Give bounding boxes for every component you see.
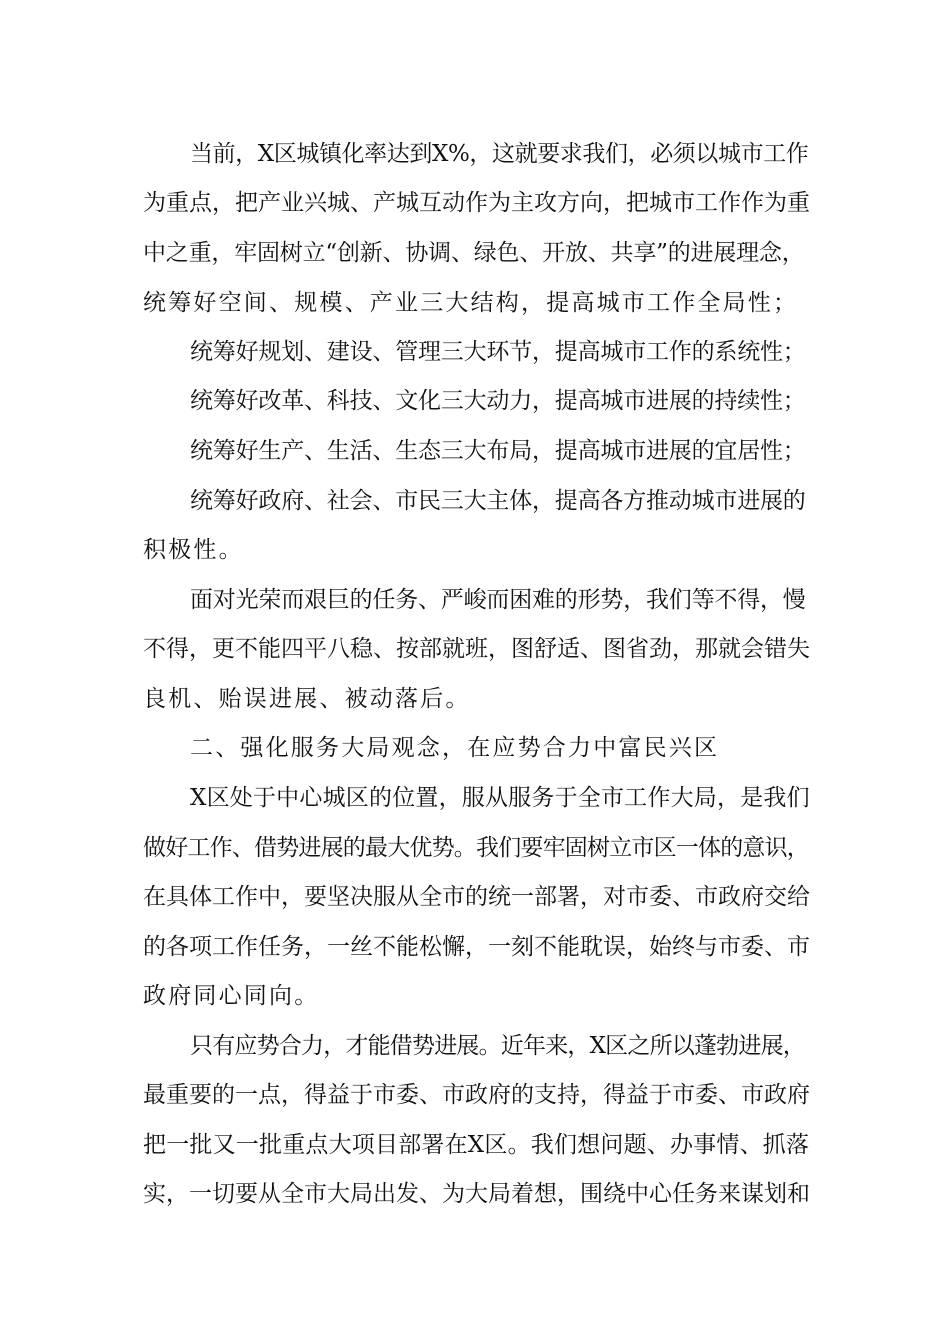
text-line: 最重要的一点，得益于市委、市政府的支持，得益于市委、市政府	[143, 1082, 810, 1108]
text-line: 把一批又一批重点大项目部署在X区。我们想问题、办事情、抓落	[143, 1132, 810, 1158]
text-line: 在具体工作中，要坚决服从全市的统一部署，对市委、市政府交给	[143, 884, 810, 910]
text-line: 统筹好政府、社会、市民三大主体，提高各方推动城市进展的	[190, 488, 806, 514]
text-line: 积极性。	[143, 537, 244, 563]
text-line: 统筹好改革、科技、文化三大动力，提高城市进展的持续性；	[190, 388, 806, 414]
section-heading: 二、强化服务大局观念，在应势合力中富民兴区	[190, 735, 720, 761]
text-line: 只有应势合力，才能借势进展。近年来，X区之所以蓬勃进展，	[190, 1033, 805, 1059]
text-line: 统筹好空间、规模、产业三大结构，提高城市工作全局性；	[143, 290, 799, 316]
text-line: 的各项工作任务，一丝不能松懈，一刻不能耽误，始终与市委、市	[143, 934, 810, 960]
text-line: 统筹好生产、生活、生态三大布局，提高城市进展的宜居性；	[190, 438, 806, 464]
text-line: 不得，更不能四平八稳、按部就班，图舒适、图省劲，那就会错失	[143, 636, 810, 662]
text-line: 面对光荣而艰巨的任务、严峻而困难的形势，我们等不得，慢	[190, 587, 806, 613]
text-line: 中之重，牢固树立“创新、协调、绿色、开放、共享”的进展理念，	[143, 240, 805, 266]
text-line: X区处于中心城区的位置，服从服务于全市工作大局，是我们	[190, 785, 810, 811]
text-line: 做好工作、借势进展的最大优势。我们要牢固树立市区一体的意识，	[143, 835, 810, 861]
text-line: 为重点，把产业兴城、产城互动作为主攻方向，把城市工作作为重	[143, 190, 810, 216]
text-line: 当前，X区城镇化率达到X%，这就要求我们，必须以城市工作	[190, 141, 809, 167]
text-line: 政府同心同向。	[143, 983, 320, 1009]
text-line: 统筹好规划、建设、管理三大环节，提高城市工作的系统性；	[190, 339, 806, 365]
text-line: 良机、贻误进展、被动落后。	[143, 686, 471, 712]
text-line: 实，一切要从全市大局出发、为大局着想，围绕中心任务来谋划和	[143, 1181, 810, 1207]
